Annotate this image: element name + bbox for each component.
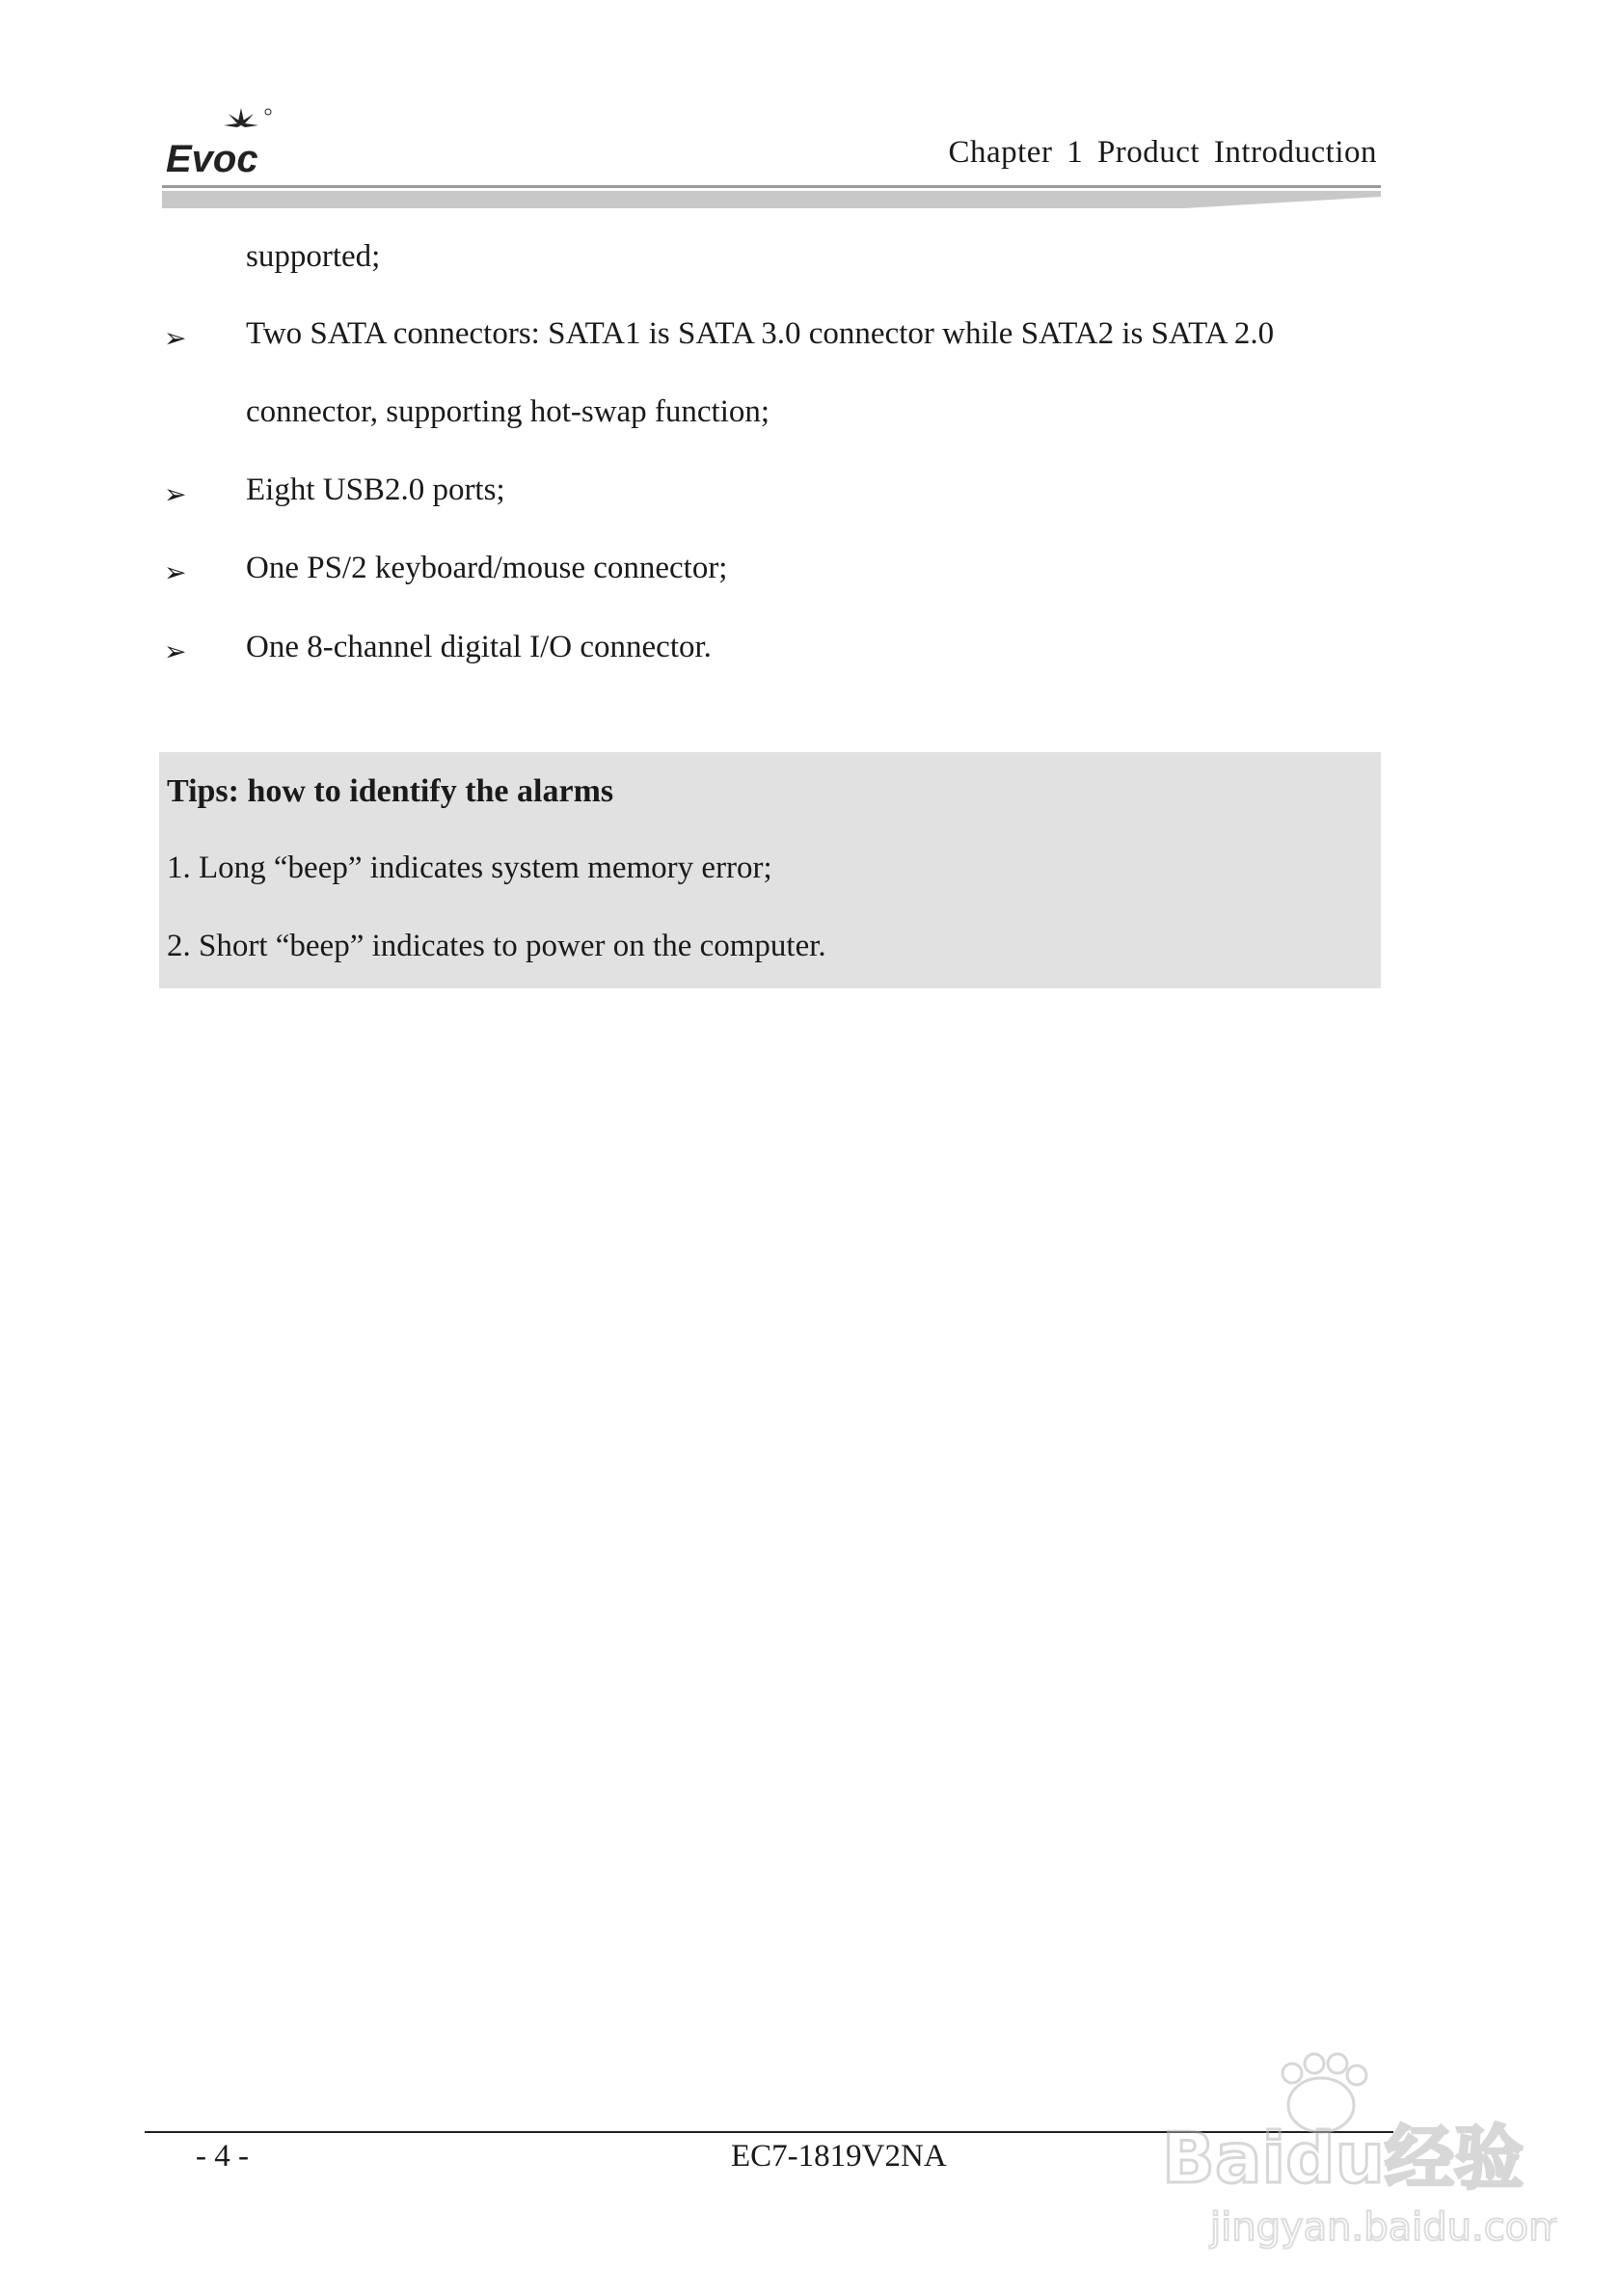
tips-title: Tips: how to identify the alarms (167, 773, 614, 809)
header-rule (162, 181, 1381, 220)
evoc-logo (162, 104, 287, 181)
continuation-text: supported; (246, 239, 381, 274)
bullet-arrow-icon: ➢ (164, 324, 187, 354)
baidu-watermark (1152, 2052, 1557, 2255)
bullet-usb: Eight USB2.0 ports; (246, 473, 505, 507)
tips-item: 1. Long “beep” indicates system memory error; (167, 851, 772, 885)
bullet-arrow-icon: ➢ (164, 637, 187, 667)
evoc-logo-mark (162, 104, 287, 181)
bullet-dio: One 8-channel digital I/O connector. (246, 630, 712, 664)
tips-item: 2. Short “beep” indicates to power on the computer. (167, 929, 826, 963)
page-number: - 4 - (196, 2139, 249, 2174)
watermark-url: jingyan.baidu.com (1210, 2205, 1557, 2250)
watermark-brand: Baidu经验 (1162, 2118, 1524, 2199)
chapter-heading: Chapter 1 Product Introduction (948, 135, 1377, 170)
bullet-sata-line1: Two SATA connectors: SATA1 is SATA 3.0 connector while SATA2 is SATA 2.0 (246, 316, 1275, 351)
bullet-sata-line2: connector, supporting hot-swap function; (246, 394, 770, 429)
model-number: EC7-1819V2NA (731, 2139, 947, 2174)
bullet-arrow-icon: ➢ (164, 558, 187, 588)
tips-box (159, 752, 1381, 988)
svg-text:Evoc: Evoc (166, 138, 258, 180)
bullet-ps2: One PS/2 keyboard/mouse connector; (246, 551, 728, 585)
bullet-arrow-icon: ➢ (164, 480, 187, 510)
